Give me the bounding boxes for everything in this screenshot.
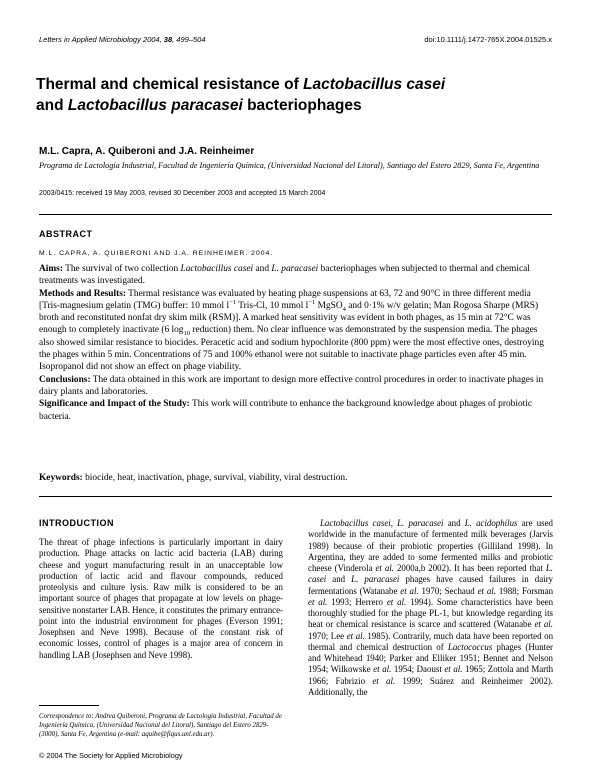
abstract-conclusions: Conclusions: The data obtained in this work are important to design more effective control procedures in order to inactivate phages in dairy plants and laboratories. bbox=[39, 374, 544, 397]
received-dates: 2003/0415: received 19 May 2003, revised 30 December 2003 and accepted 15 March 2004 bbox=[39, 190, 326, 197]
authors: M.L. Capra, A. Quiberoni and J.A. Reinheimer bbox=[39, 146, 255, 157]
intro-paragraph-2: Lactobacillus casei, L. paracasei and L. acidophilus are used worldwide in the manufacture of fermented milk beverages (Jarvis 1989) because of their probiotic properties (Gilliland 1998). In Argentina, they are added to some fermented milks and probiotic cheese (Vinderola et al. 2000a,b 2002). It has been reported that L. casei and L. paracasei phages have caused failures in dairy fermentations (Watanabe et al. 1970; Sechaud et al. 1988; Forsman et al. 1993; Herrero et al. 1994). Some characteristics have been thoroughly studied for the phage PL-1, but knowledge regarding its heat or chemical resistance is scarce and scattered (Watanabe et al. 1970; Lee et al. 1985). Contrarily, much data have been reported on thermal and chemical destruction of Lactococcus phages (Hunter and Whitehead 1940; Parker and Elliker 1951; Bennet and Nelson 1954; Wilkowske et al. 1954; Daoust et al. 1965; Zottola and Marth 1966; Fabrizio et al. 1999; Suárez and Reinheimer 2002). Additionally, the bbox=[308, 518, 554, 697]
abstract-methods: Methods and Results: Thermal resistance was evaluated by heating phage suspensions at 63, 72 and 90°C in three different media [Tris-magnesium gelatin (TMG) buffer: 10 mmol $l^{-1}$ Tris-Cl, 10 mmol $l^{-1}$ MgSO$_4$ and 0·1% w/v gelatin; Man Rogosa Sharpe (MRS) broth and reconstituted nonfat dry skim milk (RSM)]. A marked heat sensitivity was evident in both phages, as 15 min at 72°C was enough to completely inactivate (6 $\log_{10}$ reduction) them. No clear influence was demonstrated by the suspension media. The phages also showed similar resistance to biocides. Peracetic acid and sodium hypochlorite (800 ppm) were the most effective ones, destroying the phages within 5 min. Concentrations of 75 and 100% ethanol were not suitable to inactivate phage particles even after 45 min. Isopropanol did not show an effect on phage viability. bbox=[39, 288, 544, 373]
article-title bbox=[36, 74, 556, 116]
divider-bottom bbox=[39, 496, 552, 497]
title-line-1: Thermal and chemical resistance of Lactobacillus casei bbox=[36, 76, 446, 93]
correspondence-note: Correspondence to: Andrea Quiberoni, Programa de Lactología Industrial, Facultad de Ingeniería Química, (Universidad Nacional del Litoral), Santiago del Estero 2829-(3000), Santa Fe, Argentina (e-mail: aquibe@fiqus.unl.edu.ar). bbox=[39, 713, 282, 739]
copyright-footer: © 2004 The Society for Applied Microbiology bbox=[39, 751, 183, 760]
introduction-left-column bbox=[39, 537, 283, 661]
journal-citation: Letters in Applied Microbiology 2004, 38, 499–504 bbox=[39, 35, 206, 44]
intro-paragraph-1: The threat of phage infections is particularly important in dairy production. Phage attacks on lactic acid bacteria (LAB) during cheese and yogurt manufacturing result in an unacceptable low production of lactic acid and flavour compounds, reduced proteolysis and culture lysis. Raw milk is considered to be an important source of phages that propagate at low levels on phage-sensitive nonstarter LAB. Hence, it constitutes the primary entrance-point into the industrial environment for phages (Everson 1991; Josephsen and Neve 1998). Because of the constant risk of economic losses, control of phages is a major area of concern in handling LAB (Josephsen and Neve 1998). bbox=[39, 537, 283, 660]
keywords: Keywords: biocide, heat, inactivation, phage, survival, viability, viral destruction. bbox=[39, 473, 348, 483]
introduction-right-column bbox=[308, 518, 553, 698]
abstract-significance: Significance and Impact of the Study: This work will contribute to enhance the background knowledge about phages of probiotic bacteria. bbox=[39, 399, 532, 422]
abstract-aims: Aims: The survival of two collection Lactobacillus casei and L. paracasei bacteriophages when subjected to thermal and chemical treatments was investigated. bbox=[39, 264, 530, 287]
introduction-heading: INTRODUCTION bbox=[39, 518, 114, 528]
doi-text: doi:10.1111/j.1472-765X.2004.01525.x bbox=[424, 35, 552, 44]
abstract-body bbox=[39, 263, 554, 423]
abstract-heading: ABSTRACT bbox=[39, 229, 93, 239]
abstract-citation: M.L. CAPRA, A. QUIBERONI AND J.A. REINHEIMER. 2004. bbox=[39, 250, 274, 257]
title-line-2: and Lactobacillus paracasei bacteriophages bbox=[36, 97, 362, 114]
footnote-divider bbox=[39, 705, 99, 706]
affiliation: Programa de Lactología Industrial, Facultad de Ingeniería Química, (Universidad Nacional del Litoral), Santiago del Estero 2829, Santa Fe, Argentina bbox=[39, 161, 540, 170]
divider-top bbox=[39, 214, 552, 215]
